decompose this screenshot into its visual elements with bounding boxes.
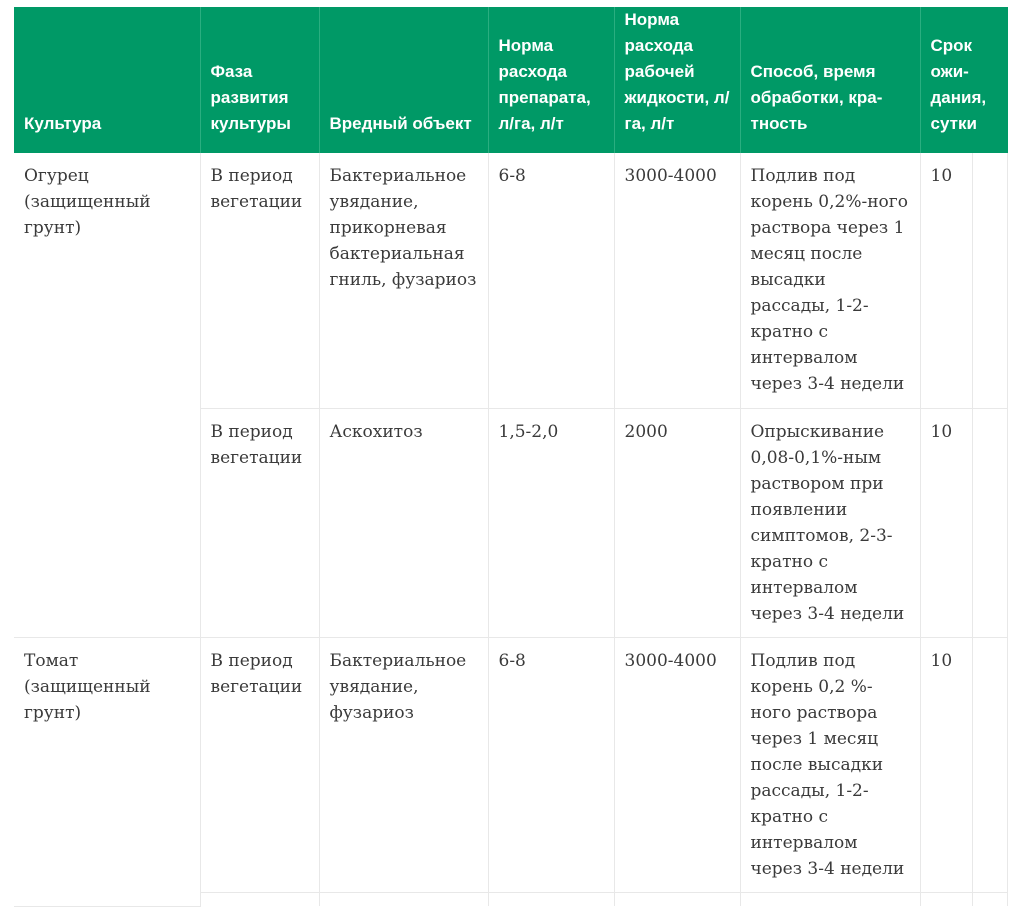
empty-cell: [920, 892, 972, 906]
wait-cell: 10: [920, 408, 972, 637]
header-phase: Фаза развития культуры: [200, 7, 319, 153]
liquid-cell: 3000-4000: [614, 637, 740, 892]
wait-cell: 10: [920, 637, 972, 892]
empty-cell: [200, 892, 319, 906]
target-cell: Бактериальное увядание, фузариоз: [319, 637, 488, 892]
culture-cell: Огурец (защищенный грунт): [14, 153, 200, 637]
treatment-table-wrapper: [14, 7, 1007, 907]
table-row: [14, 637, 1007, 892]
empty-cell: [614, 892, 740, 906]
empty-cell: [972, 153, 1007, 408]
culture-cell: Томат (защищенный грунт): [14, 637, 200, 906]
header-target: Вредный объект: [319, 7, 488, 153]
liquid-cell: 2000: [614, 408, 740, 637]
header-rate: Норма расхода препарата, л/га, л/т: [488, 7, 614, 153]
method-cell: Подлив под корень 0,2%-ного раствора через 1 месяц после высадки рассады, 1-2-кратно с интервалом через 3-4 недели: [740, 153, 920, 408]
phase-cell: В период вегетации: [200, 153, 319, 408]
empty-cell: [319, 892, 488, 906]
treatment-table: [14, 7, 1008, 907]
header-wait: Срок ожи-дания, сутки: [920, 7, 1007, 153]
header-culture: Культура: [14, 7, 200, 153]
header-liquid: Норма расхода рабочей жидкости, л/га, л/т: [614, 7, 740, 153]
method-cell: Подлив под корень 0,2 %-ного раствора через 1 месяц после высадки рассады, 1-2-кратно с интервалом через 3-4 недели: [740, 637, 920, 892]
phase-cell: В период вегетации: [200, 637, 319, 892]
table-header-row: [14, 7, 1007, 153]
method-cell: Опрыскивание 0,08-0,1%-ным раствором при появлении симптомов, 2-3-кратно с интервалом через 3-4 недели: [740, 408, 920, 637]
empty-cell: [972, 892, 1007, 906]
liquid-cell: 3000-4000: [614, 153, 740, 408]
rate-cell: 6-8: [488, 637, 614, 892]
target-cell: Бактериальное увядание, прикорневая бактериальная гниль, фузариоз: [319, 153, 488, 408]
empty-cell: [740, 892, 920, 906]
rate-cell: 1,5-2,0: [488, 408, 614, 637]
phase-cell: В период вегетации: [200, 408, 319, 637]
empty-cell: [972, 408, 1007, 637]
table-row: [14, 153, 1007, 408]
empty-cell: [972, 637, 1007, 892]
header-method: Способ, время обработки, кра-тность: [740, 7, 920, 153]
target-cell: Аскохитоз: [319, 408, 488, 637]
wait-cell: 10: [920, 153, 972, 408]
rate-cell: 6-8: [488, 153, 614, 408]
empty-cell: [488, 892, 614, 906]
